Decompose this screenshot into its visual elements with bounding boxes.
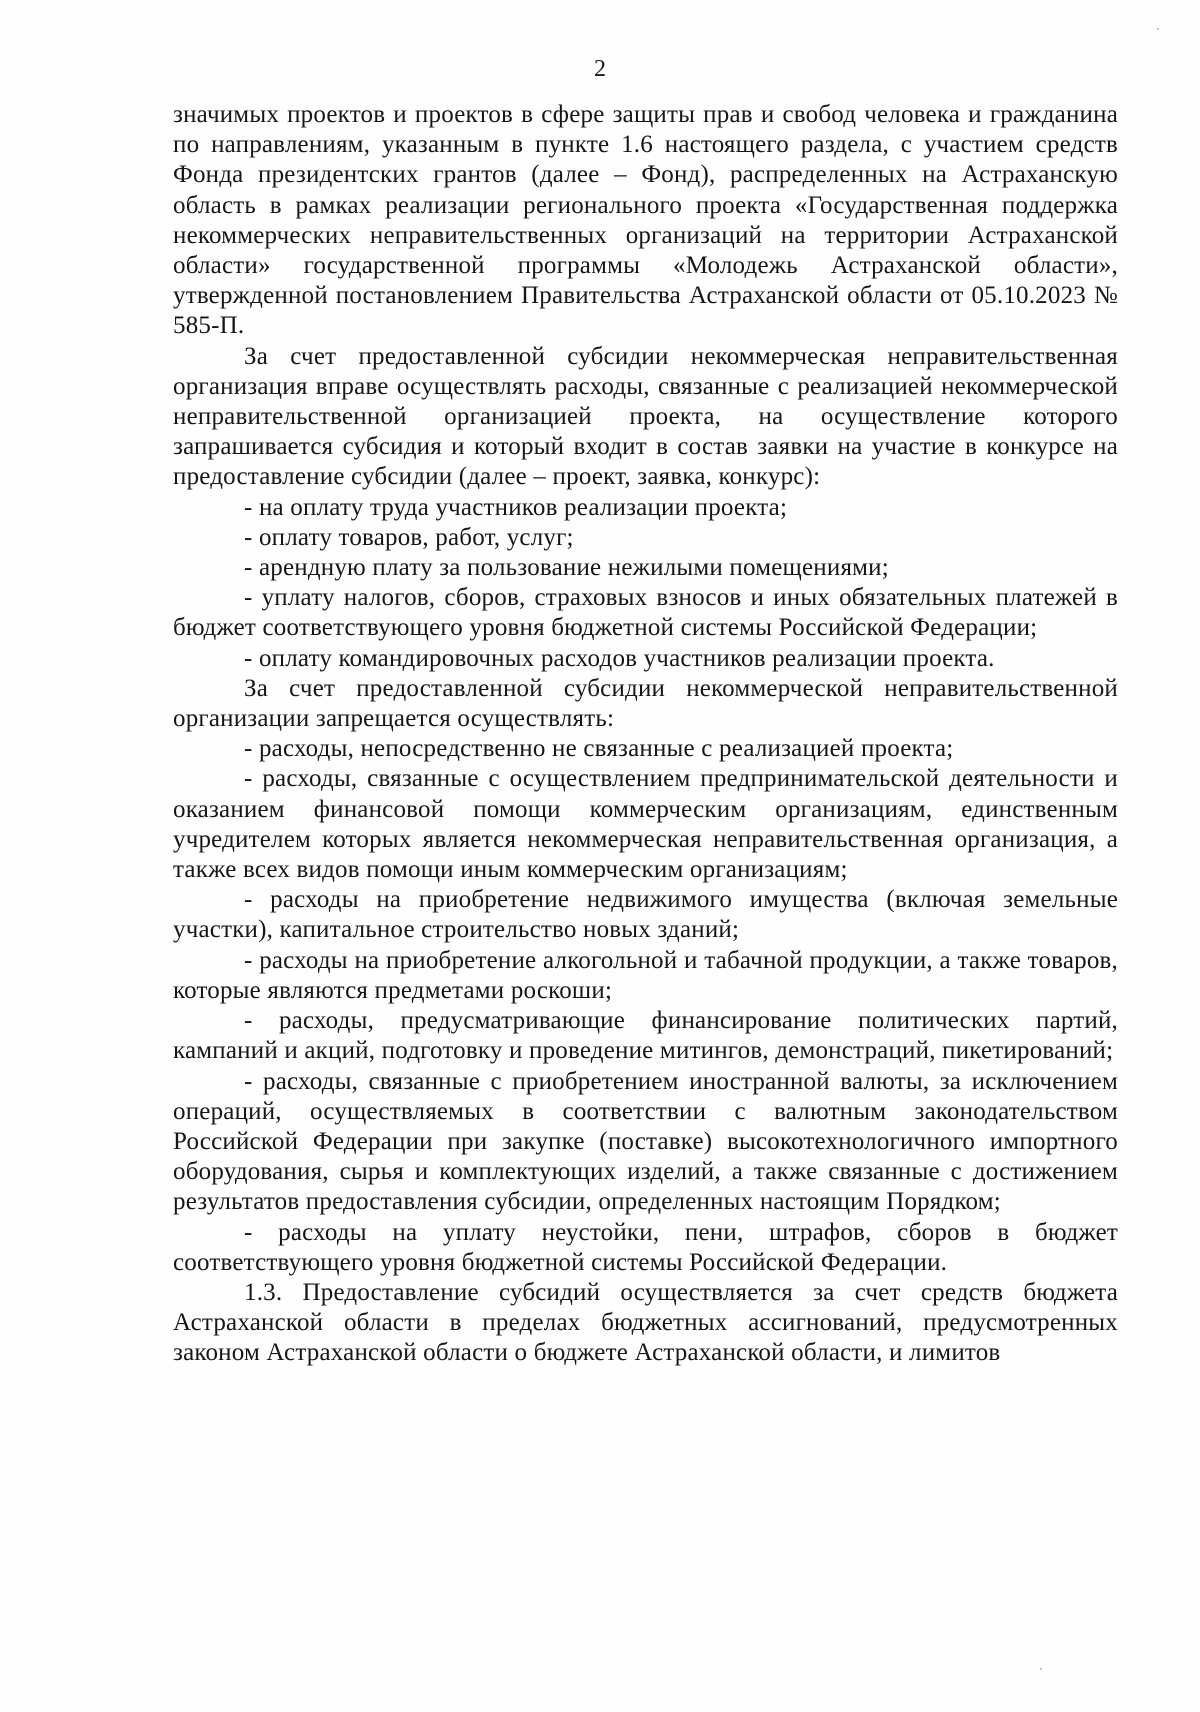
- list-item-travel: - оплату командировочных расходов участников реализации проекта.: [244, 644, 995, 672]
- paragraph-section-1-3: 1.3. Предоставление субсидий осуществляется за счет средств бюджета Астраханской области в пределах бюджетных ассигнований, предусмотренных законом Астраханской области о бюджете Астраханской области, и лимитов: [173, 1278, 1118, 1367]
- list-item-foreign-currency: - расходы, связанные с приобретением иностранной валюты, за исключением операций, осуществляемых в соответствии с валютным законодательством Российской Федерации при закупке (поставке) высокотехнологичного импортного оборудования, сырья и комплектующих изделий, а также связанные с достижением результатов предоставления субсидии, определенных настоящим Порядком;: [173, 1067, 1118, 1216]
- list-item-penalties: - расходы на уплату неустойки, пени, штрафов, сборов в бюджет соответствующего уровня бюджетной системы Российской Федерации.: [173, 1218, 1118, 1276]
- scan-speck: [1040, 1668, 1042, 1670]
- list-item-alcohol-tobacco: - расходы на приобретение алкогольной и табачной продукции, а также товаров, которые являются предметами роскоши;: [173, 946, 1118, 1004]
- list-item-goods-payment: - оплату товаров, работ, услуг;: [244, 523, 574, 551]
- list-item-labor-payment: - на оплату труда участников реализации проекта;: [244, 493, 788, 521]
- list-item-business-expenses: - расходы, связанные с осуществлением предпринимательской деятельности и оказанием финансовой помощи коммерческим организациям, единственным учредителем которых является некоммерческая неправительственная организация, а также всех видов помощи иным коммерческим организациям;: [173, 765, 1118, 884]
- document-body: [173, 100, 1118, 1369]
- paragraph-prohibited-expenses-intro: За счет предоставленной субсидии некоммерческой неправительственной организации запрещается осуществлять:: [173, 674, 1118, 733]
- list-item-unrelated-expenses: - расходы, непосредственно не связанные с реализацией проекта;: [244, 735, 954, 763]
- list-item-political: - расходы, предусматривающие финансирование политических партий, кампаний и акций, подготовку и проведение митингов, демонстраций, пикетирований;: [173, 1007, 1118, 1065]
- list-item-taxes: - уплату налогов, сборов, страховых взносов и иных обязательных платежей в бюджет соответствующего уровня бюджетной системы Российской Федерации;: [173, 584, 1118, 642]
- paragraph-continuation: значимых проектов и проектов в сфере защиты прав и свобод человека и гражданина по направлениям, указанным в пункте 1.6 настоящего раздела, с участием средств Фонда президентских грантов (далее – Фонд), распределенных на Астраханскую область в рамках реализации регионального проекта «Государственная поддержка некоммерческих неправительственных организаций на территории Астраханской области» государственной программы «Молодежь Астраханской области», утвержденной постановлением Правительства Астраханской области от 05.10.2023 № 585-П.: [173, 101, 1118, 340]
- page-number: 2: [594, 56, 606, 82]
- scan-speck: [1157, 28, 1159, 30]
- list-item-rent: - арендную плату за пользование нежилыми помещениями;: [244, 554, 889, 582]
- list-item-real-estate: - расходы на приобретение недвижимого имущества (включая земельные участки), капитальное строительство новых зданий;: [173, 886, 1118, 944]
- paragraph-allowed-expenses-intro: За счет предоставленной субсидии некоммерческая неправительственная организация вправе осуществлять расходы, связанные с реализацией некоммерческой неправительственной организацией проекта, на осуществление которого запрашивается субсидия и который входит в состав заявки на участие в конкурсе на предоставление субсидии (далее – проект, заявка, конкурс):: [173, 342, 1118, 491]
